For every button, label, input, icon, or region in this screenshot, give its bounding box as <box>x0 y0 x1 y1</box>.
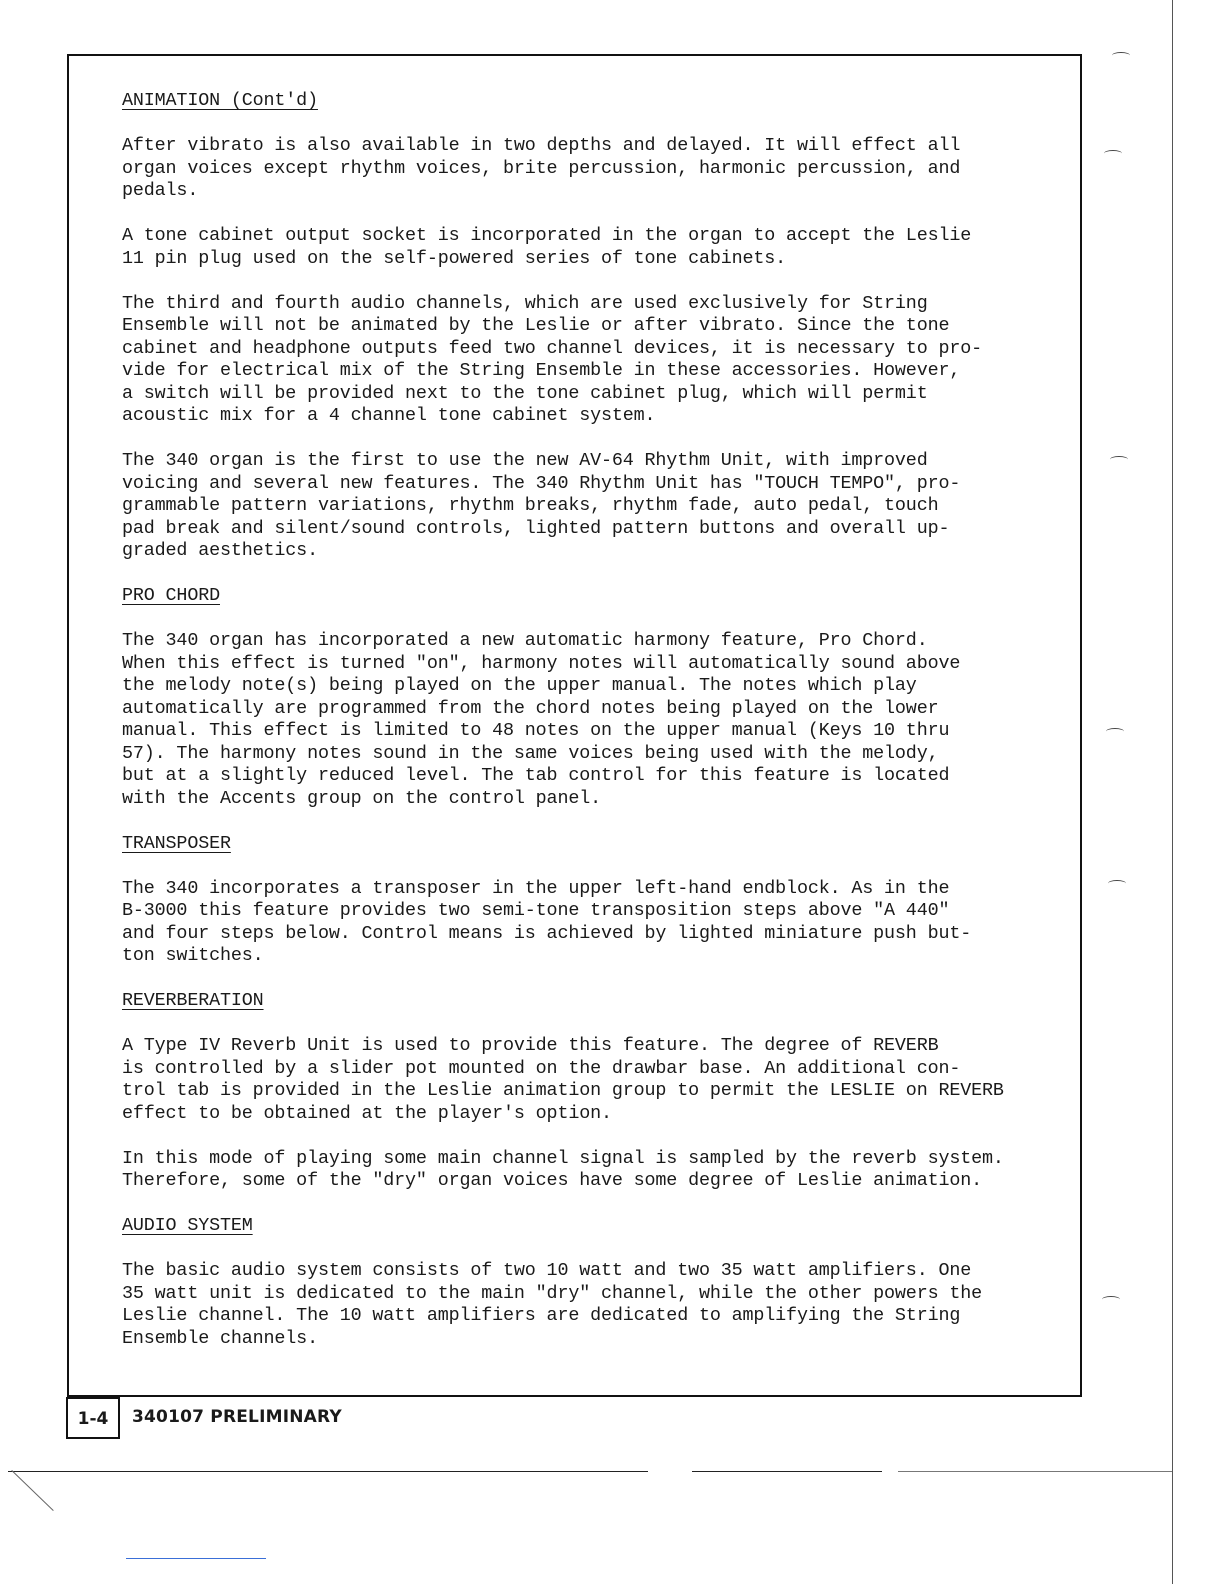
section-heading-animation: ANIMATION (Cont'd) <box>122 90 318 111</box>
margin-mark <box>1106 728 1124 735</box>
section-heading-transposer: TRANSPOSER <box>122 832 231 854</box>
margin-mark <box>1112 52 1130 59</box>
paragraph: In this mode of playing some main channel signal is sampled by the reverb system. Therefore, some of the "dry" organ voices have some degree of Leslie animation. <box>122 1147 1004 1191</box>
document-id: 340107 PRELIMINARY <box>132 1407 342 1427</box>
margin-mark <box>1104 150 1122 157</box>
margin-mark <box>1110 456 1128 463</box>
paragraph: After vibrato is also available in two depths and delayed. It will effect all organ voices except rhythm voices, brite percussion, harmonic percussion, and pedals. <box>122 135 961 201</box>
paragraph: A tone cabinet output socket is incorporated in the organ to accept the Leslie 11 pin plug used on the self-powered series of tone cabinets. <box>122 225 972 269</box>
paragraph: The 340 organ is the first to use the new AV-64 Rhythm Unit, with improved voicing and several new features. The 340 Rhythm Unit has "TOUCH TEMPO", pro- grammable pattern variations, rhythm breaks, rhythm fade, auto pedal, touch pad break and silent/sound controls, lighted pattern buttons and overall up- graded aesthetics. <box>122 450 961 561</box>
section-heading-pro-chord: PRO CHORD <box>122 585 220 606</box>
paragraph: The basic audio system consists of two 10 watt and two 35 watt amplifiers. One 35 watt unit is dedicated to the main "dry" channel, while the other powers the Leslie channel. The 10 watt amplifiers are dedicated to amplifying the String Ensemble channels. <box>122 1260 983 1349</box>
paragraph: The 340 organ has incorporated a new automatic harmony feature, Pro Chord. When this effect is turned "on", harmony notes will automatically sound above the melody note(s) being played on the upper manual. The notes which play automatically are programmed from the chord notes being played on the lower manual. This effect is limited to 48 notes on the upper manual (Keys 10 thru 57). The harmony notes sound in the same voices being used with the melody, but at a slightly reduced level. The tab control for this feature is located with the Accents group on the control panel. <box>122 630 961 809</box>
right-edge-line <box>1172 0 1173 1584</box>
section-heading-audio-system: AUDIO SYSTEM <box>122 1215 253 1236</box>
corner-mark <box>11 1470 53 1511</box>
blue-rule <box>126 1558 266 1559</box>
paragraph: A Type IV Reverb Unit is used to provide this feature. The degree of REVERB is controlled by a slider pot mounted on the drawbar base. An additional con- trol tab is provided in the Leslie animation group to permit the LESLIE on REVERB effect to be obtained at the player's option. <box>122 1035 1004 1124</box>
margin-mark <box>1108 880 1126 887</box>
section-heading-reverberation: REVERBERATION <box>122 990 264 1011</box>
paragraph: The third and fourth audio channels, which are used exclusively for String Ensemble will not be animated by the Leslie or after vibrato. Since the tone cabinet and headphone outputs feed two channel devices, it is necessary to pro- vide for electrical mix of the String Ensemble in these accessories. However, a switch will be provided next to the tone cabinet plug, which will permit acoustic mix for a 4 channel tone cabinet system. <box>122 292 983 426</box>
bottom-rule <box>898 1471 1172 1472</box>
bottom-rule <box>692 1471 882 1472</box>
paragraph: The 340 incorporates a transposer in the upper left-hand endblock. As in the B-3000 this feature provides two semi-tone transposition steps above "A 440" and four steps below. Control means is achieved by lighted miniature push but- ton switches. <box>122 877 972 966</box>
bottom-rule <box>8 1471 648 1472</box>
document-body <box>122 90 1042 1373</box>
page-number: 1-4 <box>66 1397 120 1439</box>
margin-mark <box>1102 1296 1120 1303</box>
